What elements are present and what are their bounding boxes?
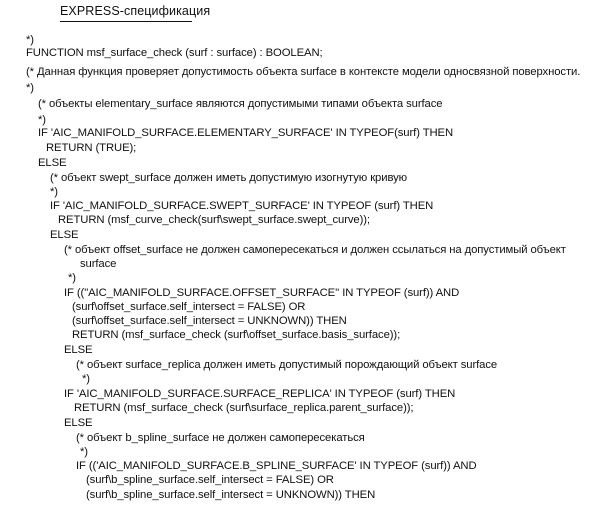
code-line: IF 'AIC_MANIFOLD_SURFACE.ELEMENTARY_SURFACE' IN TYPEOF(surf) THEN bbox=[38, 127, 454, 139]
code-line: ELSE bbox=[64, 417, 93, 429]
code-line: *) bbox=[80, 446, 88, 458]
code-line: ELSE bbox=[50, 229, 79, 241]
section-heading: EXPRESS-спецификация bbox=[60, 4, 211, 18]
code-line: RETURN (msf_surface_check (surf\surface_replica.parent_surface)); bbox=[74, 402, 414, 414]
code-line: *) bbox=[82, 373, 90, 385]
code-line: *) bbox=[50, 186, 58, 198]
code-line: *) bbox=[26, 82, 34, 94]
code-line: surface bbox=[80, 258, 117, 270]
code-line: (surf\b_spline_surface.self_intersect = UNKNOWN)) THEN bbox=[86, 489, 376, 501]
code-line: FUNCTION msf_surface_check (surf : surface) : BOOLEAN; bbox=[26, 47, 323, 59]
code-line: (* объект surface_replica должен иметь допустимый порождающий объект surface bbox=[76, 359, 498, 371]
code-line: (* объекты elementary_surface являются допустимыми типами объекта surface bbox=[38, 98, 443, 110]
code-line: IF (('AIC_MANIFOLD_SURFACE.B_SPLINE_SURFACE' IN TYPEOF (surf)) AND bbox=[76, 460, 477, 472]
code-line: (* объект swept_surface должен иметь допустимую изогнутую кривую bbox=[50, 172, 408, 184]
code-line: (* Данная функция проверяет допустимость объекта surface в контексте модели односвязной поверхности. bbox=[26, 66, 581, 78]
code-line: IF (("AIC_MANIFOLD_SURFACE.OFFSET_SURFACE'' IN TYPEOF (surf)) AND bbox=[64, 287, 460, 299]
code-line: (* объект offset_surface не должен самопересекаться и должен ссылаться на допустимый объект bbox=[64, 244, 566, 256]
code-line: IF 'AIC_MANIFOLD_SURFACE.SURFACE_REPLICA' IN TYPEOF (surf) THEN bbox=[64, 388, 456, 400]
code-line: *) bbox=[38, 114, 46, 126]
code-line: RETURN (msf_surface_check (surf\offset_surface.basis_surface)); bbox=[72, 329, 401, 341]
code-line: ELSE bbox=[38, 157, 67, 169]
code-line: (surf\offset_surface.self_intersect = FALSE) OR bbox=[72, 301, 306, 313]
code-line: ELSE bbox=[64, 344, 93, 356]
code-line: (* объект b_spline_surface не должен самопересекаться bbox=[76, 432, 365, 444]
code-line: RETURN (msf_curve_check(surf\swept_surface.swept_curve)); bbox=[58, 214, 370, 226]
code-line: IF 'AIC_MANIFOLD_SURFACE.SWEPT_SURFACE' IN TYPEOF (surf) THEN bbox=[50, 200, 434, 212]
code-line: (surf\offset_surface.self_intersect = UNKNOWN)) THEN bbox=[72, 315, 347, 327]
code-line: (surf\b_spline_surface.self_intersect = FALSE) OR bbox=[86, 474, 334, 486]
code-line: *) bbox=[68, 272, 76, 284]
code-line: *) bbox=[26, 34, 34, 46]
code-line: RETURN (TRUE); bbox=[46, 142, 137, 154]
